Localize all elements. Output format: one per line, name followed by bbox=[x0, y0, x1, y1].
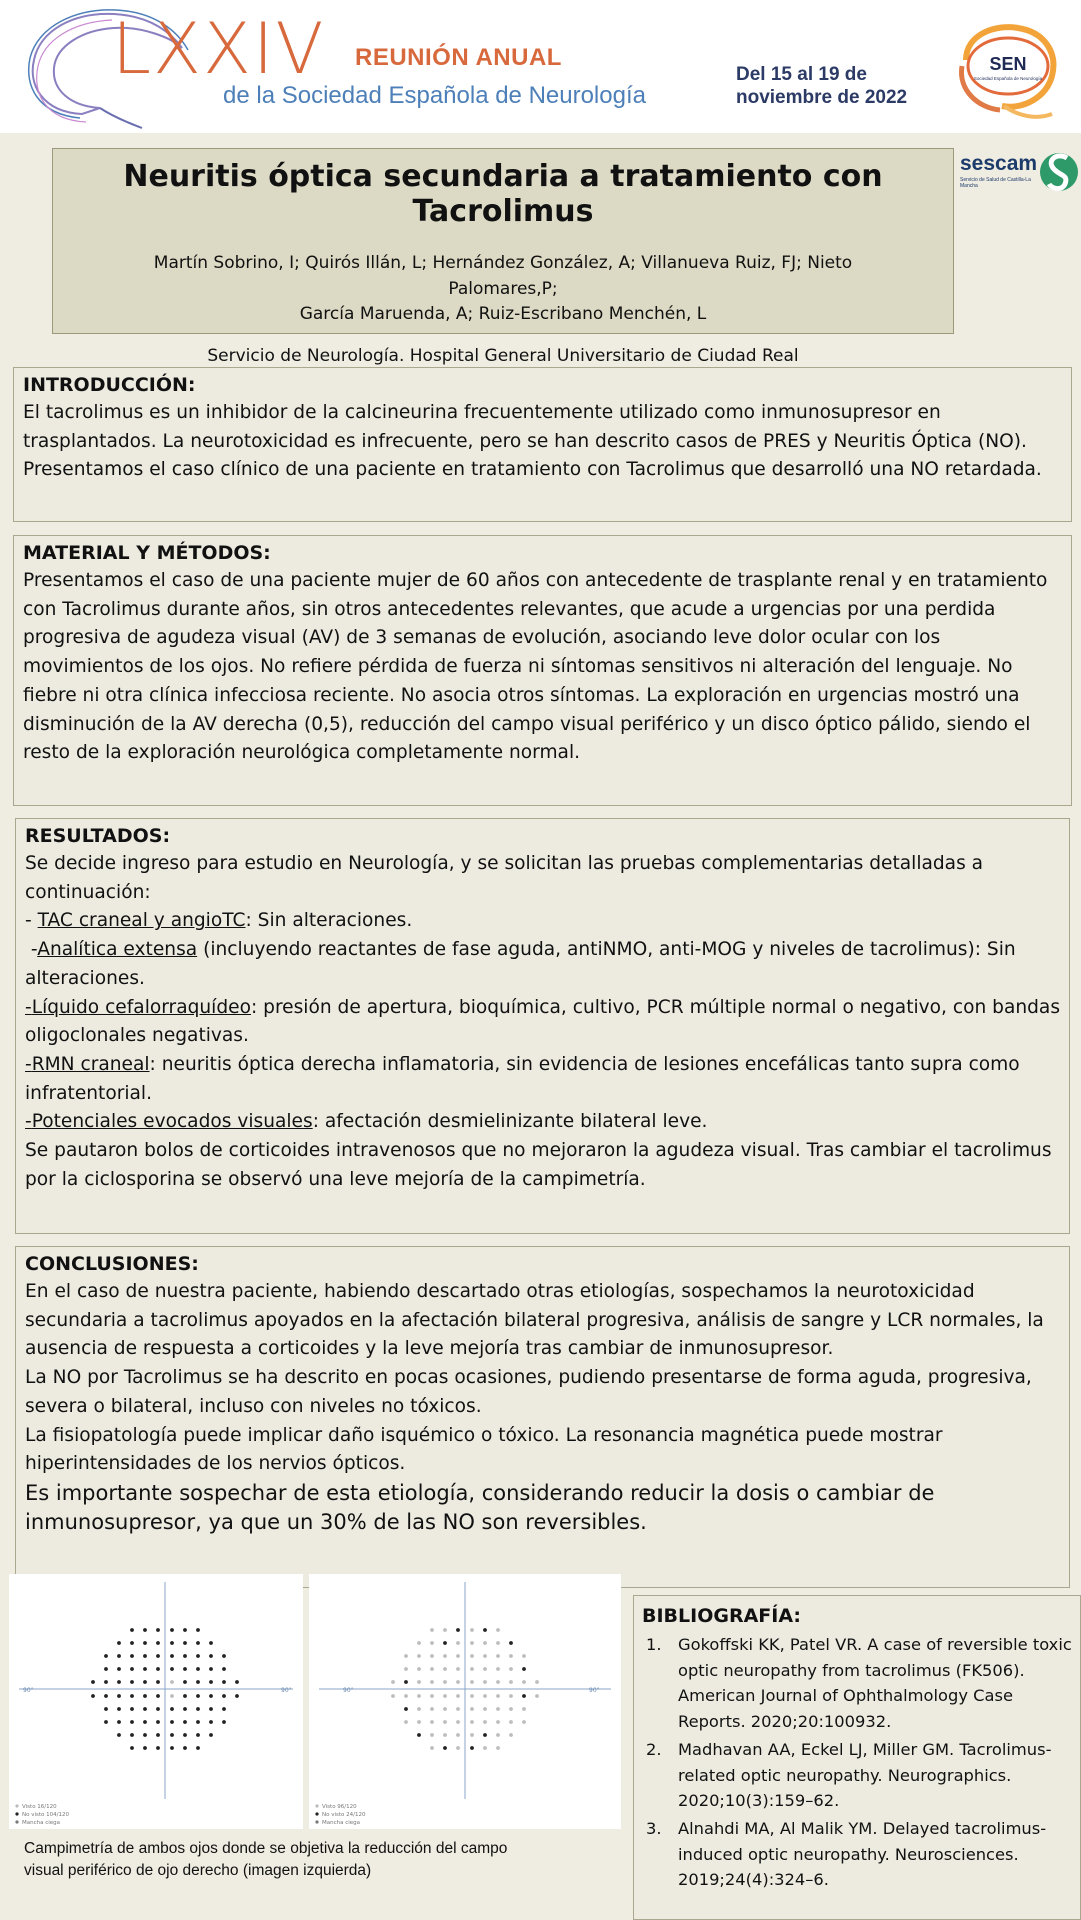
visual-field-point bbox=[496, 1654, 500, 1658]
figure-caption: Campimetría de ambos ojos donde se objetiva la reducción del campo visual periférico de ojo derecho (imagen izquierda) bbox=[24, 1840, 508, 1879]
visual-field-point bbox=[143, 1733, 147, 1737]
sescam-logo bbox=[960, 144, 1078, 200]
reference-number: 1. bbox=[646, 1635, 662, 1654]
visual-field-point bbox=[470, 1680, 474, 1684]
visual-field-point bbox=[143, 1654, 147, 1658]
visual-field-point bbox=[170, 1641, 174, 1645]
visual-field-point bbox=[470, 1733, 474, 1737]
sescam-logo-subtitle: Servicio de Salud de Castilla-La Mancha bbox=[960, 177, 1031, 189]
visual-field-point bbox=[130, 1654, 134, 1658]
visual-field-point bbox=[235, 1694, 239, 1698]
visual-field-point bbox=[170, 1707, 174, 1711]
edition-numeral: LXXIV bbox=[112, 8, 326, 90]
visual-field-point bbox=[404, 1654, 408, 1658]
visual-field-point bbox=[91, 1694, 95, 1698]
visual-field-point bbox=[430, 1746, 434, 1750]
visual-field-point bbox=[456, 1746, 460, 1750]
visual-field-point bbox=[170, 1680, 174, 1684]
visual-field-point bbox=[156, 1628, 160, 1632]
visual-field-point bbox=[456, 1707, 460, 1711]
visual-field-point bbox=[183, 1707, 187, 1711]
visual-field-point bbox=[522, 1694, 526, 1698]
resultados-heading: RESULTADOS: bbox=[25, 825, 171, 847]
visual-field-point bbox=[183, 1694, 187, 1698]
visual-field-point bbox=[156, 1680, 160, 1684]
visual-field-point bbox=[117, 1667, 121, 1671]
visual-field-point bbox=[483, 1733, 487, 1737]
visual-field-point bbox=[522, 1720, 526, 1724]
visual-field-point bbox=[183, 1667, 187, 1671]
reference-item bbox=[642, 1816, 1072, 1893]
visual-field-point bbox=[130, 1628, 134, 1632]
item-label: Líquido cefalorraquídeo bbox=[31, 996, 251, 1018]
visual-field-point bbox=[443, 1641, 447, 1645]
visual-field-point bbox=[222, 1667, 226, 1671]
visual-field-point bbox=[470, 1707, 474, 1711]
visual-field-point bbox=[483, 1720, 487, 1724]
visual-field-point bbox=[196, 1667, 200, 1671]
visual-field-point bbox=[130, 1641, 134, 1645]
meeting-title: REUNIÓN ANUAL bbox=[355, 44, 562, 71]
visual-field-point bbox=[443, 1667, 447, 1671]
visual-field-point bbox=[443, 1733, 447, 1737]
visual-field-point bbox=[170, 1628, 174, 1632]
visual-field-point bbox=[443, 1720, 447, 1724]
visual-field-right-figure bbox=[309, 1574, 621, 1829]
visual-field-point bbox=[130, 1707, 134, 1711]
visual-field-point bbox=[417, 1694, 421, 1698]
visual-field-point bbox=[509, 1733, 513, 1737]
visual-field-point bbox=[130, 1720, 134, 1724]
reference-number: 2. bbox=[646, 1739, 662, 1759]
visual-field-point bbox=[522, 1680, 526, 1684]
section-introduccion bbox=[13, 367, 1072, 522]
visual-field-point bbox=[496, 1694, 500, 1698]
visual-field-point bbox=[235, 1680, 239, 1684]
section-bibliografia bbox=[633, 1595, 1081, 1920]
visual-field-point bbox=[443, 1654, 447, 1658]
visual-field-point bbox=[117, 1720, 121, 1724]
visual-field-point bbox=[404, 1667, 408, 1671]
bibliografia-heading: BIBLIOGRAFÍA: bbox=[642, 1605, 801, 1627]
visual-field-point bbox=[443, 1746, 447, 1750]
visual-field-point bbox=[209, 1733, 213, 1737]
header-banner bbox=[0, 0, 1081, 133]
visual-field-point bbox=[417, 1680, 421, 1684]
visual-field-point bbox=[130, 1667, 134, 1671]
visual-field-point bbox=[443, 1694, 447, 1698]
visual-field-point bbox=[117, 1707, 121, 1711]
visual-field-point bbox=[143, 1680, 147, 1684]
sen-logo-text: SEN bbox=[989, 54, 1027, 74]
resultados-item bbox=[25, 936, 1060, 993]
visual-field-point bbox=[156, 1694, 160, 1698]
visual-field-left-plot bbox=[9, 1574, 303, 1829]
visual-field-point bbox=[509, 1694, 513, 1698]
visual-field-point bbox=[430, 1680, 434, 1684]
visual-field-point bbox=[522, 1707, 526, 1711]
poster-title: Neuritis óptica secundaria a tratamiento con Tacrolimus bbox=[123, 159, 883, 229]
conclusiones-heading: CONCLUSIONES: bbox=[25, 1253, 199, 1275]
visual-field-point bbox=[522, 1654, 526, 1658]
visual-field-point bbox=[209, 1707, 213, 1711]
visual-field-right-plot bbox=[309, 1574, 621, 1829]
visual-field-point bbox=[130, 1680, 134, 1684]
resultados-item bbox=[25, 1051, 1060, 1108]
visual-field-point bbox=[470, 1746, 474, 1750]
visual-field-point bbox=[483, 1628, 487, 1632]
visual-field-point bbox=[143, 1694, 147, 1698]
visual-field-point bbox=[117, 1733, 121, 1737]
affiliation: Servicio de Neurología. Hospital General Universitario de Ciudad Real bbox=[207, 345, 799, 366]
visual-field-point bbox=[509, 1680, 513, 1684]
visual-field-point bbox=[196, 1746, 200, 1750]
reference-text: Alnahdi MA, Al Malik YM. Delayed tacrolimus-induced optic neuropathy. Neurosciences. 2019;24(4):324–6. bbox=[678, 1818, 1047, 1890]
visual-field-point bbox=[496, 1641, 500, 1645]
conclusiones-p2: La NO por Tacrolimus se ha descrito en pocas ocasiones, pudiendo presentarse de forma aguda, progresiva, severa o bilateral, incluso con niveles no tóxicos. bbox=[25, 1367, 1032, 1417]
visual-field-point bbox=[470, 1694, 474, 1698]
visual-field-point bbox=[104, 1667, 108, 1671]
visual-field-point bbox=[183, 1720, 187, 1724]
item-prefix: - bbox=[25, 996, 32, 1018]
item-prefix: - bbox=[25, 939, 38, 961]
visual-field-point bbox=[183, 1641, 187, 1645]
material-metodos-heading: MATERIAL Y MÉTODOS: bbox=[23, 542, 271, 564]
conclusiones-p1: En el caso de nuestra paciente, habiendo descartado otras etiologías, sospechamos la neurotoxicidad secundaria a tacrolimus apoyados en la afectación bilateral progresiva, análisis de sangre y LCR normales, la ausencia de respuesta a corticoides y la leve mejoría tras cambiar de inmunosupresor. bbox=[25, 1281, 1044, 1360]
visual-field-point bbox=[183, 1733, 187, 1737]
visual-field-point bbox=[496, 1733, 500, 1737]
visual-field-point bbox=[91, 1680, 95, 1684]
visual-field-point bbox=[196, 1733, 200, 1737]
visual-field-point bbox=[496, 1680, 500, 1684]
visual-field-point bbox=[117, 1694, 121, 1698]
visual-field-point bbox=[456, 1641, 460, 1645]
visual-field-point bbox=[456, 1628, 460, 1632]
visual-field-point bbox=[183, 1680, 187, 1684]
visual-field-point bbox=[209, 1641, 213, 1645]
visual-field-point bbox=[391, 1694, 395, 1698]
visual-field-point bbox=[196, 1641, 200, 1645]
visual-field-point bbox=[483, 1680, 487, 1684]
resultados-item bbox=[25, 994, 1060, 1051]
visual-field-point bbox=[496, 1707, 500, 1711]
visual-field-point bbox=[509, 1720, 513, 1724]
axis-label-left: 90° bbox=[343, 1687, 354, 1694]
authors bbox=[53, 251, 953, 328]
item-label: RMN craneal bbox=[31, 1053, 150, 1075]
visual-field-point bbox=[509, 1667, 513, 1671]
visual-field-point bbox=[183, 1628, 187, 1632]
visual-field-point bbox=[196, 1720, 200, 1724]
item-prefix: - bbox=[25, 1111, 32, 1133]
visual-field-point bbox=[222, 1720, 226, 1724]
item-label: Potenciales evocados visuales bbox=[31, 1111, 313, 1133]
visual-field-point bbox=[391, 1680, 395, 1684]
visual-field-point bbox=[430, 1628, 434, 1632]
visual-field-point bbox=[456, 1720, 460, 1724]
visual-field-point bbox=[183, 1654, 187, 1658]
material-metodos-text: Presentamos el caso de una paciente mujer de 60 años con antecedente de trasplante renal y en tratamiento con Tacrolimus durante años, sin otros antecedentes relevantes, que acude a urgencias por una perdida progresiva de agudeza visual (AV) de 3 semanas de evolución, asociando leve dolor ocular con los movimientos de los ojos. No refiere pérdida de fuerza ni síntomas sensitivos ni alteración del lenguaje. No fiebre ni otra clínica infecciosa reciente. No asocia otros síntomas. La exploración en urgencias mostró una disminución de la AV derecha (0,5), reducción del campo visual periférico y un disco óptico pálido, siendo el resto de la exploración neurológica completamente normal. bbox=[23, 570, 1048, 764]
visual-field-point bbox=[183, 1746, 187, 1750]
sescam-logo-text: sescam bbox=[960, 152, 1038, 175]
visual-field-point bbox=[104, 1707, 108, 1711]
visual-field-point bbox=[483, 1667, 487, 1671]
visual-field-point bbox=[130, 1694, 134, 1698]
section-resultados bbox=[15, 818, 1070, 1234]
visual-field-point bbox=[417, 1654, 421, 1658]
visual-field-point bbox=[456, 1667, 460, 1671]
visual-field-point bbox=[470, 1667, 474, 1671]
axis-label-left: 90° bbox=[23, 1687, 34, 1694]
visual-field-point bbox=[104, 1680, 108, 1684]
visual-field-point bbox=[156, 1720, 160, 1724]
sescam-s-icon bbox=[1039, 144, 1079, 200]
introduccion-heading: INTRODUCCIÓN: bbox=[23, 374, 196, 396]
visual-field-point bbox=[143, 1707, 147, 1711]
visual-field-point bbox=[196, 1628, 200, 1632]
resultados-closing: Se pautaron bolos de corticoides intravenosos que no mejoraron la agudeza visual. Tras cambiar el tacrolimus por la ciclosporina se observó una leve mejoría de la campimetría. bbox=[25, 1140, 1052, 1190]
visual-field-point bbox=[222, 1654, 226, 1658]
visual-field-point bbox=[130, 1746, 134, 1750]
visual-field-point bbox=[196, 1694, 200, 1698]
visual-field-point bbox=[496, 1746, 500, 1750]
legend-seen: Visto 96/120 bbox=[322, 1804, 357, 1810]
visual-field-point bbox=[456, 1680, 460, 1684]
sen-logo bbox=[948, 20, 1066, 124]
visual-field-point bbox=[535, 1680, 539, 1684]
authors-line-1: Martín Sobrino, I; Quirós Illán, L; Hernández González, A; Villanueva Ruiz, FJ; Nieto Palomares,P; bbox=[153, 253, 853, 299]
resultados-item bbox=[25, 1108, 1060, 1137]
visual-field-point bbox=[170, 1720, 174, 1724]
dates-line-2: noviembre de 2022 bbox=[736, 86, 908, 108]
visual-field-point bbox=[170, 1667, 174, 1671]
visual-field-point bbox=[509, 1707, 513, 1711]
visual-field-point bbox=[104, 1694, 108, 1698]
visual-field-point bbox=[430, 1667, 434, 1671]
item-text: : Sin alteraciones. bbox=[245, 910, 413, 932]
visual-field-point bbox=[496, 1628, 500, 1632]
visual-field-point bbox=[156, 1641, 160, 1645]
visual-field-point bbox=[117, 1680, 121, 1684]
item-label: TAC craneal y angioTC bbox=[37, 910, 246, 932]
visual-field-point bbox=[209, 1694, 213, 1698]
resultados-item bbox=[25, 907, 1060, 936]
visual-field-point bbox=[430, 1707, 434, 1711]
reference-item bbox=[642, 1632, 1072, 1735]
visual-field-point bbox=[535, 1694, 539, 1698]
visual-field-point bbox=[417, 1733, 421, 1737]
visual-field-point bbox=[456, 1733, 460, 1737]
visual-field-point bbox=[117, 1641, 121, 1645]
title-block bbox=[52, 148, 954, 366]
visual-field-point bbox=[483, 1694, 487, 1698]
axis-label-right: 90° bbox=[281, 1687, 292, 1694]
visual-field-point bbox=[143, 1628, 147, 1632]
visual-field-point bbox=[456, 1654, 460, 1658]
visual-field-point bbox=[209, 1654, 213, 1658]
visual-field-left-figure bbox=[9, 1574, 303, 1829]
visual-field-point bbox=[222, 1680, 226, 1684]
visual-field-point bbox=[104, 1654, 108, 1658]
visual-field-point bbox=[430, 1720, 434, 1724]
authors-line-2: García Maruenda, A; Ruiz-Escribano Menchén, L bbox=[299, 304, 707, 324]
visual-field-point bbox=[470, 1654, 474, 1658]
visual-field-point bbox=[209, 1667, 213, 1671]
right-legend bbox=[315, 1804, 366, 1826]
visual-field-point bbox=[143, 1720, 147, 1724]
visual-field-point bbox=[483, 1707, 487, 1711]
introduccion-text: El tacrolimus es un inhibidor de la calcineurina frecuentemente utilizado como inmunosupresor en trasplantados. La neurotoxicidad es infrecuente, pero se han descrito casos de PRES y Neuritis Óptica (NO). Presentamos el caso clínico de una paciente en tratamiento con Tacrolimus que desarrolló una NO retardada. bbox=[23, 402, 1042, 481]
reference-list bbox=[642, 1632, 1072, 1893]
visual-field-point bbox=[509, 1654, 513, 1658]
visual-field-point bbox=[156, 1746, 160, 1750]
resultados-intro: Se decide ingreso para estudio en Neurología, y se solicitan las pruebas complementarias detalladas a continuación: bbox=[25, 853, 984, 903]
visual-field-point bbox=[417, 1667, 421, 1671]
legend-blind-spot: Mancha ciega bbox=[22, 1820, 61, 1826]
axis-label-right: 90° bbox=[589, 1687, 600, 1694]
visual-field-point bbox=[404, 1720, 408, 1724]
visual-field-point bbox=[209, 1680, 213, 1684]
visual-field-point bbox=[470, 1628, 474, 1632]
reference-number: 3. bbox=[646, 1818, 662, 1838]
visual-field-point bbox=[104, 1720, 108, 1724]
legend-seen: Visto 16/120 bbox=[22, 1804, 57, 1810]
visual-field-point bbox=[222, 1707, 226, 1711]
visual-field-point bbox=[430, 1733, 434, 1737]
visual-field-point bbox=[170, 1733, 174, 1737]
visual-field-point bbox=[404, 1680, 408, 1684]
legend-blind-spot: Mancha ciega bbox=[322, 1820, 361, 1826]
dates-line-1: Del 15 al 19 de bbox=[736, 64, 867, 85]
section-material-metodos bbox=[13, 535, 1072, 806]
visual-field-point bbox=[143, 1667, 147, 1671]
legend-not-seen: No visto 104/120 bbox=[22, 1812, 69, 1818]
item-prefix: - bbox=[25, 1053, 32, 1075]
reference-item bbox=[642, 1737, 1072, 1814]
item-text: : afectación desmielinizante bilateral leve. bbox=[312, 1111, 708, 1133]
visual-field-point bbox=[443, 1707, 447, 1711]
visual-field-point bbox=[156, 1654, 160, 1658]
visual-field-point bbox=[196, 1707, 200, 1711]
sen-logo-subtitle: Sociedad Española de Neurología bbox=[973, 76, 1043, 81]
item-text: : presión de apertura, bioquímica, cultivo, PCR múltiple normal o negativo, con bandas oligoclonales negativas. bbox=[25, 996, 1061, 1047]
visual-field-point bbox=[430, 1641, 434, 1645]
visual-field-point bbox=[483, 1746, 487, 1750]
visual-field-point bbox=[209, 1720, 213, 1724]
visual-field-point bbox=[156, 1667, 160, 1671]
item-text: : neuritis óptica derecha inflamatoria, sin evidencia de lesiones encefálicas tanto supra como infratentorial. bbox=[25, 1053, 1020, 1104]
conclusiones-p4: Es importante sospechar de esta etiología, considerando reducir la dosis o cambiar de inmunosupresor, ya que un 30% de las NO son reversibles. bbox=[25, 1480, 935, 1534]
legend-not-seen: No visto 24/120 bbox=[322, 1812, 366, 1818]
visual-field-point bbox=[170, 1654, 174, 1658]
visual-field-point bbox=[417, 1641, 421, 1645]
visual-field-point bbox=[430, 1694, 434, 1698]
left-legend bbox=[15, 1804, 69, 1826]
visual-field-point bbox=[443, 1680, 447, 1684]
section-conclusiones bbox=[15, 1246, 1070, 1588]
visual-field-point bbox=[483, 1641, 487, 1645]
visual-field-point bbox=[470, 1641, 474, 1645]
visual-field-point bbox=[483, 1654, 487, 1658]
reference-text: Gokoffski KK, Patel VR. A case of reversible toxic optic neuropathy from tacrolimus (FK506). American Journal of Ophthalmology Case Reports. 2020;20:100932. bbox=[678, 1635, 1072, 1732]
visual-field-point bbox=[470, 1720, 474, 1724]
visual-field-point bbox=[143, 1746, 147, 1750]
visual-field-point bbox=[196, 1654, 200, 1658]
meeting-dates bbox=[736, 64, 907, 110]
visual-field-point bbox=[509, 1641, 513, 1645]
visual-field-point bbox=[196, 1680, 200, 1684]
visual-field-point bbox=[456, 1694, 460, 1698]
visual-field-point bbox=[156, 1707, 160, 1711]
visual-field-point bbox=[443, 1628, 447, 1632]
visual-field-point bbox=[496, 1720, 500, 1724]
visual-field-point bbox=[404, 1694, 408, 1698]
visual-field-point bbox=[522, 1667, 526, 1671]
visual-field-point bbox=[170, 1694, 174, 1698]
item-label: Analítica extensa bbox=[37, 939, 198, 961]
visual-field-point bbox=[156, 1733, 160, 1737]
sen-logo-icon bbox=[948, 20, 1066, 120]
visual-field-point bbox=[222, 1694, 226, 1698]
visual-field-point bbox=[417, 1707, 421, 1711]
society-name: de la Sociedad Española de Neurología bbox=[223, 82, 646, 109]
visual-field-point bbox=[130, 1733, 134, 1737]
visual-field-point bbox=[117, 1654, 121, 1658]
reference-text: Madhavan AA, Eckel LJ, Miller GM. Tacrolimus-related optic neuropathy. Neurographics. 2020;10(3):159–62. bbox=[678, 1739, 1052, 1811]
visual-field-point bbox=[404, 1707, 408, 1711]
visual-field-point bbox=[143, 1641, 147, 1645]
visual-field-point bbox=[170, 1746, 174, 1750]
visual-field-point bbox=[430, 1654, 434, 1658]
visual-field-point bbox=[496, 1667, 500, 1671]
item-prefix: - bbox=[25, 910, 38, 932]
visual-field-point bbox=[417, 1720, 421, 1724]
conclusiones-p3: La fisiopatología puede implicar daño isquémico o tóxico. La resonancia magnética puede mostrar hiperintensidades de los nervios ópticos. bbox=[25, 1424, 943, 1475]
item-text: (incluyendo reactantes de fase aguda, antiNMO, anti-MOG y niveles de tacrolimus): Sin alteraciones. bbox=[25, 939, 1016, 989]
